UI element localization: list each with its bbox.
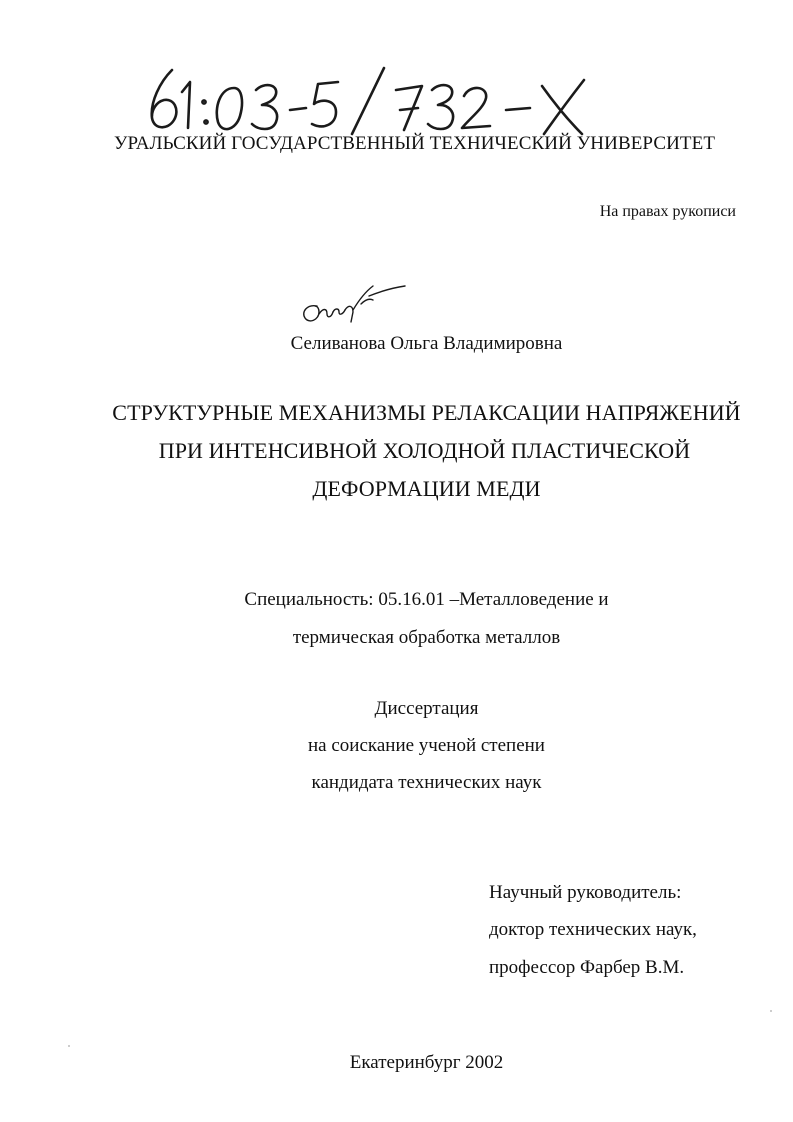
advisor-name: профессор Фарбер В.М.	[489, 957, 685, 978]
degree-line-3: кандидата технических наук	[311, 772, 542, 793]
specialty-line-1: Специальность: 05.16.01 –Металловедение и	[244, 589, 609, 610]
advisor-heading: Научный руководитель:	[489, 882, 682, 903]
specialty-line-2: термическая обработка металлов	[292, 627, 561, 648]
degree-line-2: на соискание ученой степени	[308, 735, 545, 756]
handwritten-registry-code	[138, 30, 598, 140]
dissertation-title-line-1: СТРУКТУРНЫЕ МЕХАНИЗМЫ РЕЛАКСАЦИИ НАПРЯЖЕНИЙ	[112, 400, 741, 425]
scan-speck	[770, 1010, 772, 1012]
advisor-degree: доктор технических наук,	[489, 919, 697, 940]
manuscript-rights-note: На правах рукописи	[599, 203, 736, 220]
author-signature	[295, 278, 415, 333]
university-name: УРАЛЬСКИЙ ГОСУДАРСТВЕННЫЙ ТЕХНИЧЕСКИЙ УНИВЕРСИТЕТ	[113, 133, 716, 154]
degree-line-1: Диссертация	[374, 698, 479, 719]
dissertation-title-line-3: ДЕФОРМАЦИИ МЕДИ	[312, 476, 541, 501]
city-year: Екатеринбург 2002	[349, 1052, 504, 1073]
author-name: Селиванова Ольга Владимировна	[290, 333, 563, 354]
scan-speck	[68, 1045, 70, 1047]
dissertation-title-line-2: ПРИ ИНТЕНСИВНОЙ ХОЛОДНОЙ ПЛАСТИЧЕСКОЙ	[158, 438, 691, 463]
